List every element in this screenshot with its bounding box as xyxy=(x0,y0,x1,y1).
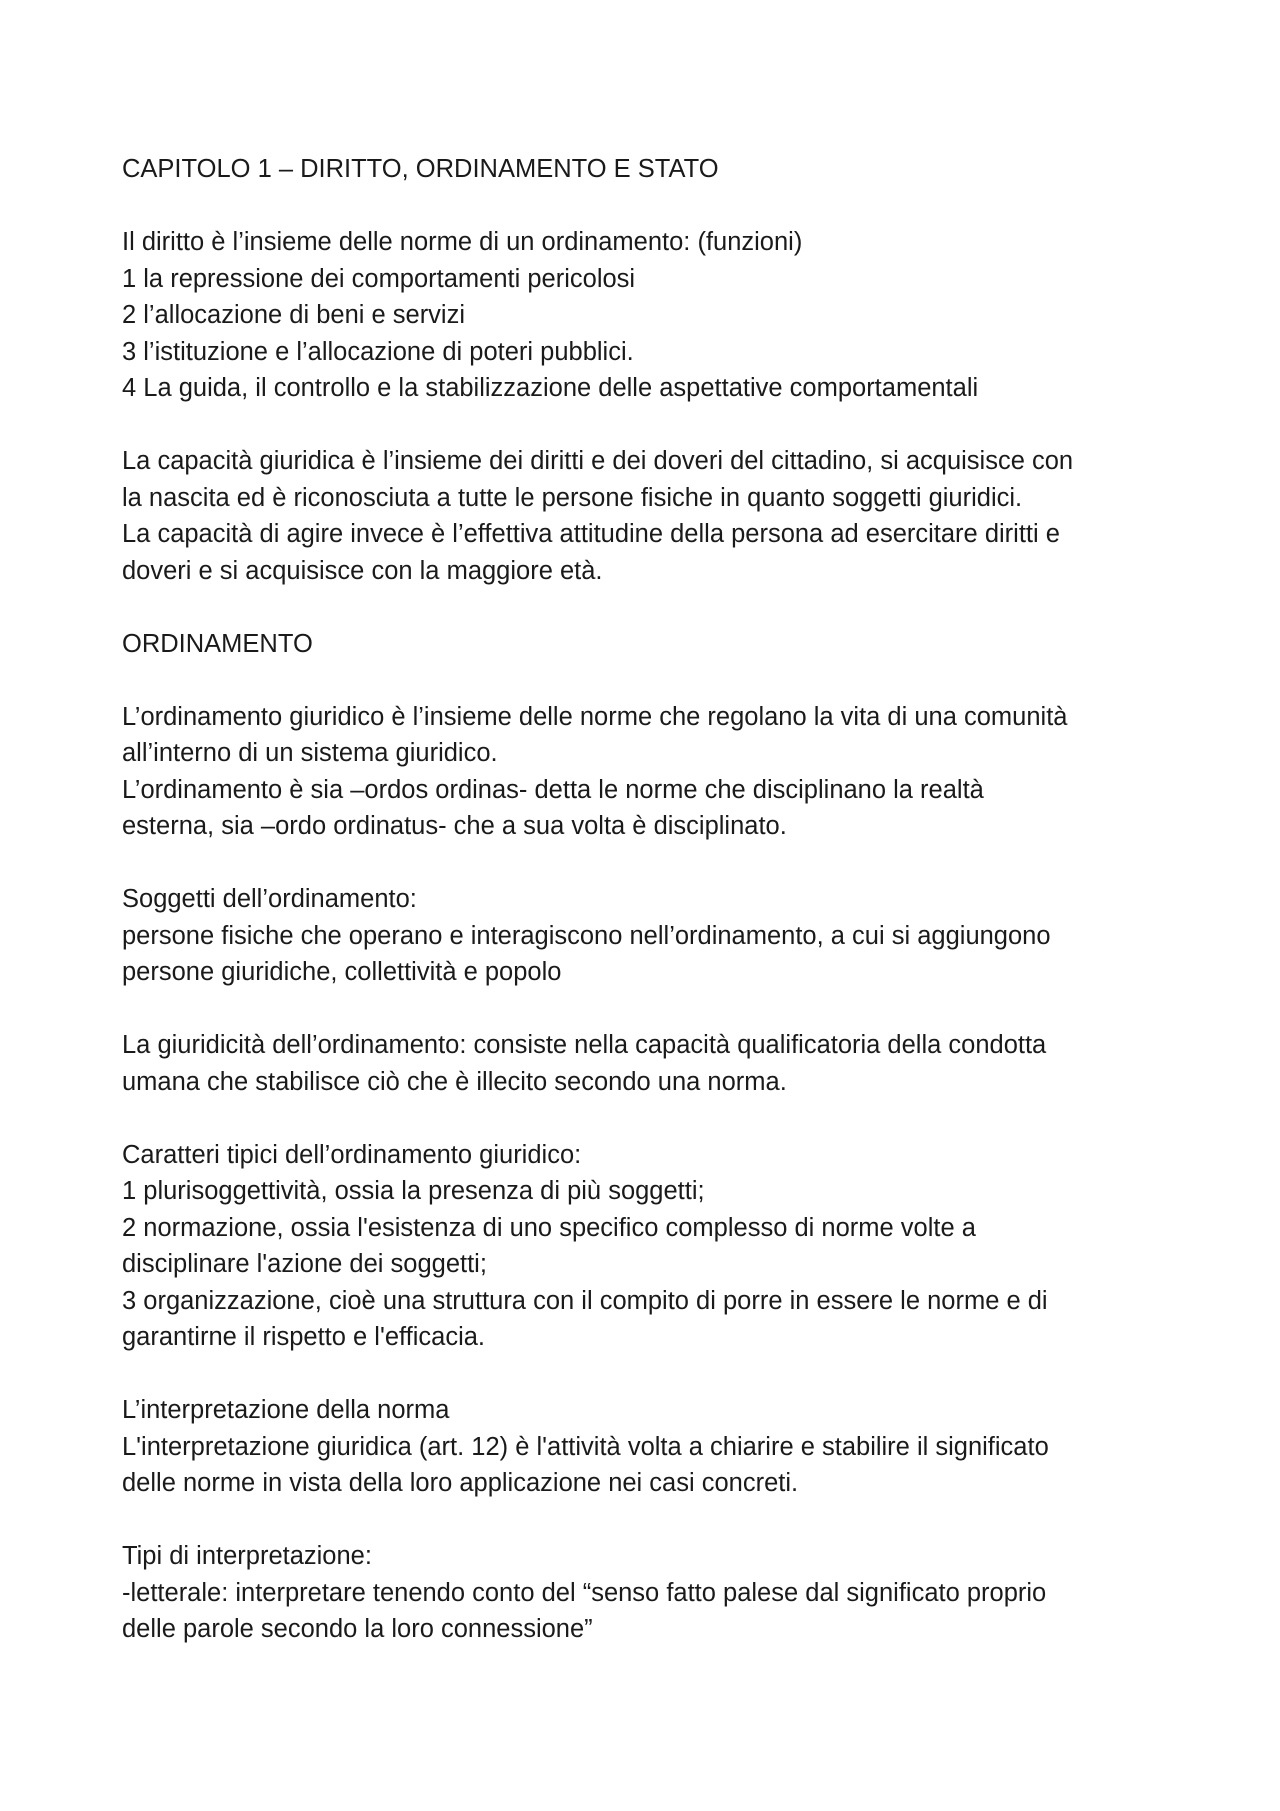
paragraph-line: 2 normazione, ossia l'esistenza di uno specifico complesso di norme volte a xyxy=(122,1213,976,1242)
ordinamento-heading-block xyxy=(122,626,1182,663)
caratteri-paragraph xyxy=(122,1137,1182,1356)
soggetti-paragraph xyxy=(122,881,1182,991)
paragraph-line: all’interno di un sistema giuridico. xyxy=(122,739,498,767)
paragraph-line: esterna, sia –ordo ordinatus- che a sua volta è disciplinato. xyxy=(122,812,787,840)
function-item: 2 l’allocazione di beni e servizi xyxy=(122,301,466,329)
paragraph-line: doveri e si acquisisce con la maggiore età. xyxy=(122,556,603,585)
diritto-paragraph xyxy=(122,224,1182,407)
giuridicita-paragraph xyxy=(122,1027,1182,1100)
capacita-paragraph xyxy=(122,443,1182,589)
paragraph-line: garantirne il rispetto e l'efficacia. xyxy=(122,1323,486,1351)
function-item: 3 l’istituzione e l’allocazione di poteri pubblici. xyxy=(122,337,634,366)
paragraph-line: -letterale: interpretare tenendo conto del “senso fatto palese dal significato proprio xyxy=(122,1578,1047,1607)
paragraph-line: 1 plurisoggettività, ossia la presenza di più soggetti; xyxy=(122,1177,705,1205)
interpretazione-paragraph xyxy=(122,1392,1182,1502)
diritto-intro: Il diritto è l’insieme delle norme di un ordinamento: (funzioni) xyxy=(122,228,803,256)
function-item: 1 la repressione dei comportamenti pericolosi xyxy=(122,264,636,293)
document-body xyxy=(122,151,1182,1684)
paragraph-line: L’ordinamento è sia –ordos ordinas- detta le norme che disciplinano la realtà xyxy=(122,775,984,804)
paragraph-line: Tipi di interpretazione: xyxy=(122,1542,372,1570)
chapter-heading-block xyxy=(122,151,1182,188)
paragraph-line: La capacità giuridica è l’insieme dei diritti e dei doveri del cittadino, si acquisisce con xyxy=(122,447,1074,475)
paragraph-line: disciplinare l'azione dei soggetti; xyxy=(122,1250,487,1278)
paragraph-line: persone fisiche che operano e interagiscono nell’ordinamento, a cui si aggiungono xyxy=(122,921,1051,950)
paragraph-line: L’ordinamento giuridico è l’insieme delle norme che regolano la vita di una comunità xyxy=(122,702,1068,731)
paragraph-line: persone giuridiche, collettività e popolo xyxy=(122,958,562,986)
section-heading-ordinamento: ORDINAMENTO xyxy=(122,629,313,658)
paragraph-line: delle norme in vista della loro applicazione nei casi concreti. xyxy=(122,1469,799,1497)
paragraph-line: L'interpretazione giuridica (art. 12) è l'attività volta a chiarire e stabilire il significato xyxy=(122,1432,1049,1461)
paragraph-line: Caratteri tipici dell’ordinamento giuridico: xyxy=(122,1140,582,1169)
paragraph-line: delle parole secondo la loro connessione” xyxy=(122,1615,593,1643)
function-item: 4 La guida, il controllo e la stabilizzazione delle aspettative comportamentali xyxy=(122,374,979,402)
paragraph-line: la nascita ed è riconosciuta a tutte le persone fisiche in quanto soggetti giuridici. xyxy=(122,483,1023,512)
paragraph-line: La capacità di agire invece è l’effettiva attitudine della persona ad esercitare diritti e xyxy=(122,520,1060,548)
paragraph-line: La giuridicità dell’ordinamento: consiste nella capacità qualificatoria della condotta xyxy=(122,1031,1047,1059)
tipi-paragraph xyxy=(122,1538,1182,1648)
paragraph-line: L’interpretazione della norma xyxy=(122,1396,450,1424)
paragraph-line: 3 organizzazione, cioè una struttura con il compito di porre in essere le norme e di xyxy=(122,1286,1048,1315)
paragraph-line: Soggetti dell’ordinamento: xyxy=(122,885,417,913)
ordinamento-definition-paragraph xyxy=(122,699,1182,845)
chapter-title: CAPITOLO 1 – DIRITTO, ORDINAMENTO E STATO xyxy=(122,155,719,183)
paragraph-line: umana che stabilisce ciò che è illecito secondo una norma. xyxy=(122,1067,787,1096)
